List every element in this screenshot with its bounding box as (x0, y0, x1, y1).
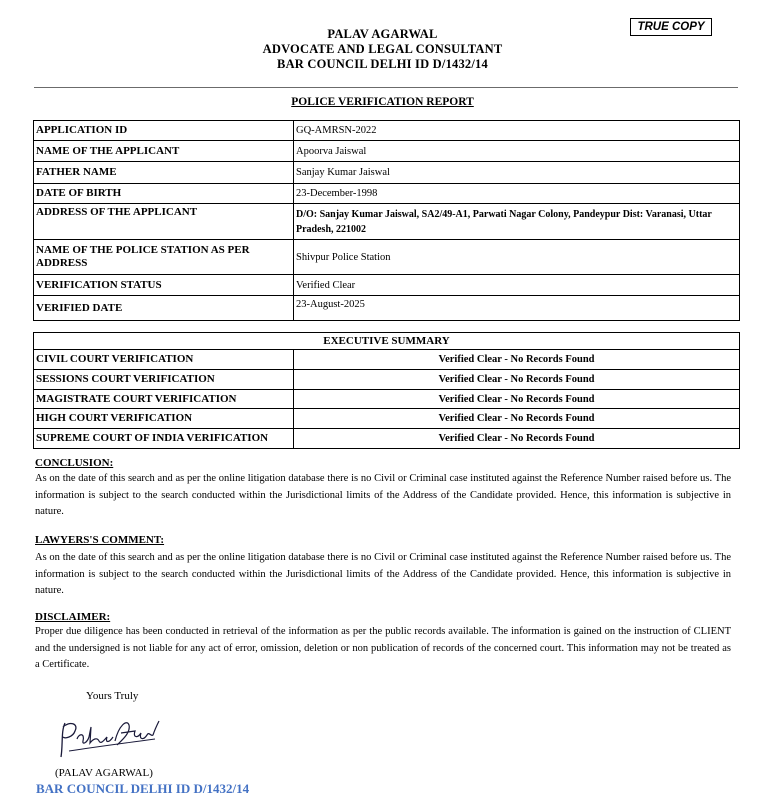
details-row (34, 121, 740, 141)
details-value: Shivpur Police Station (294, 240, 740, 275)
details-value: GQ-AMRSN-2022 (294, 121, 740, 141)
true-copy-stamp: TRUE COPY (630, 18, 712, 36)
signature-image (55, 715, 165, 770)
details-value: Verified Clear (294, 275, 740, 296)
summary-result: Verified Clear - No Records Found (294, 350, 740, 370)
summary-title: EXECUTIVE SUMMARY (34, 333, 740, 350)
details-row (34, 204, 740, 240)
closing-salutation: Yours Truly (86, 690, 139, 702)
header-divider (34, 87, 738, 88)
letterhead-bar-id: BAR COUNCIL DELHI ID D/1432/14 (277, 57, 488, 71)
letterhead-designation: ADVOCATE AND LEGAL CONSULTANT (262, 42, 503, 56)
disclaimer-heading: DISCLAIMER: (35, 611, 111, 623)
disclaimer-text: Proper due diligence has been conducted in retrieval of the information as per the public records available. The information is gained on the instruction of CLIENT and the undersigned is not liable for any act of error, omission, deletion or non publication of records of the concerned court. This information may not be treated as a Certificate. (35, 626, 731, 670)
summary-result: Verified Clear - No Records Found (294, 429, 740, 449)
summary-court: SUPREME COURT OF INDIA VERIFICATION (34, 429, 294, 449)
details-label: NAME OF THE POLICE STATION AS PER ADDRESS (34, 240, 294, 275)
details-value: 23-August-2025 (294, 296, 740, 321)
report-title (0, 96, 765, 108)
summary-court: MAGISTRATE COURT VERIFICATION (34, 390, 294, 409)
lawyers-comment-text: As on the date of this search and as per the online litigation database there is no Civil or Criminal case instituted against the Reference Number raised before us. The information is subject to the search conducted within the Jurisdictional limits of the Address of the Candidate provided. Hence, this information is subjective in nature. (35, 552, 731, 596)
details-label: NAME OF THE APPLICANT (34, 141, 294, 162)
details-row (34, 162, 740, 184)
conclusion-heading: CONCLUSION: (35, 457, 114, 469)
summary-result: Verified Clear - No Records Found (294, 409, 740, 429)
details-label: APPLICATION ID (34, 121, 294, 141)
details-row (34, 184, 740, 204)
summary-row (34, 350, 740, 370)
details-value: D/O: Sanjay Kumar Jaiswal, SA2/49-A1, Parwati Nagar Colony, Pandeypur Dist: Varanasi, Uttar Pradesh, 221002 (294, 204, 740, 240)
summary-row (34, 390, 740, 409)
details-label: ADDRESS OF THE APPLICANT (34, 204, 294, 240)
summary-row (34, 370, 740, 390)
summary-row (34, 429, 740, 449)
details-label: VERIFIED DATE (34, 296, 294, 321)
report-title-text: POLICE VERIFICATION REPORT (291, 96, 474, 108)
signatory-bar-id: BAR COUNCIL DELHI ID D/1432/14 (36, 781, 250, 796)
letterhead-name: PALAV AGARWAL (327, 27, 438, 41)
summary-result: Verified Clear - No Records Found (294, 390, 740, 409)
summary-header-row (34, 333, 740, 350)
details-row (34, 141, 740, 162)
details-value: Sanjay Kumar Jaiswal (294, 162, 740, 184)
details-label: DATE OF BIRTH (34, 184, 294, 204)
details-row (34, 240, 740, 275)
details-row (34, 296, 740, 321)
details-row (34, 275, 740, 296)
summary-court: CIVIL COURT VERIFICATION (34, 350, 294, 370)
summary-row (34, 409, 740, 429)
executive-summary-table (33, 332, 740, 449)
details-label: FATHER NAME (34, 162, 294, 184)
details-value: 23-December-1998 (294, 184, 740, 204)
details-table (33, 120, 740, 321)
summary-court: SESSIONS COURT VERIFICATION (34, 370, 294, 390)
signatory-name: (PALAV AGARWAL) (55, 767, 153, 779)
signature-scribble (55, 715, 165, 765)
details-label: VERIFICATION STATUS (34, 275, 294, 296)
details-value: Apoorva Jaiswal (294, 141, 740, 162)
summary-result: Verified Clear - No Records Found (294, 370, 740, 390)
conclusion-text: As on the date of this search and as per the online litigation database there is no Civil or Criminal case instituted against the Reference Number raised before us. The information is subject to the search conducted within the Jurisdictional limits of the Address of the Candidate provided. Hence, this information is subjective in nature. (35, 473, 731, 517)
lawyers-comment-heading: LAWYERS'S COMMENT: (35, 534, 165, 546)
summary-court: HIGH COURT VERIFICATION (34, 409, 294, 429)
